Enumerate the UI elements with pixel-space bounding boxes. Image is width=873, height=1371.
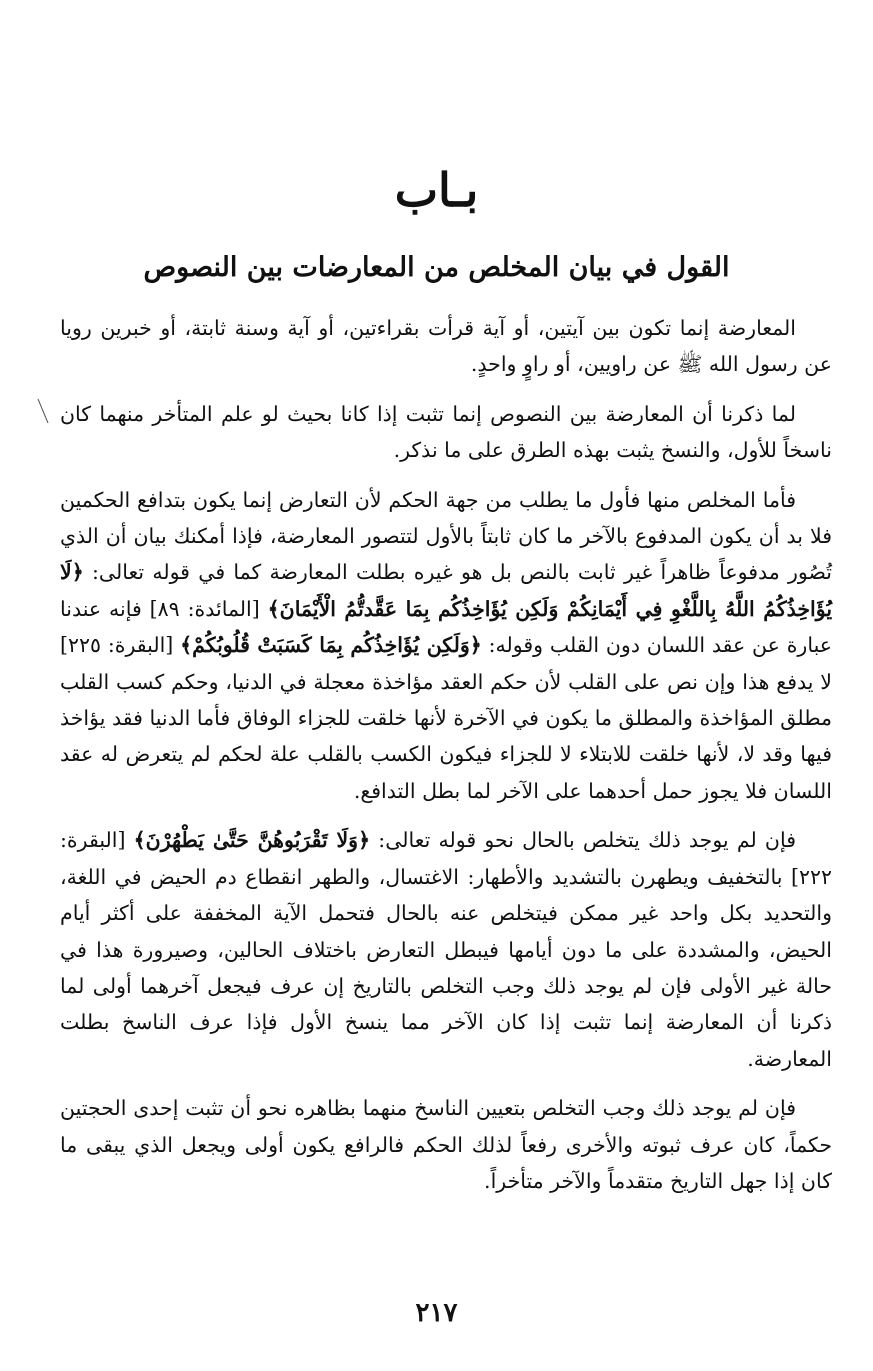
paragraph-4 bbox=[60, 822, 832, 1077]
paragraph-4-text-a: فإن لم يوجد ذلك يتخلص بالحال نحو قوله تعالى: bbox=[370, 828, 797, 853]
quran-verse-baqarah-225: ﴿وَلَكِن يُؤَاخِذُكُم بِمَا كَسَبَتْ قُلُوبُكُمْ﴾ bbox=[180, 633, 482, 658]
paragraph-3-text-a: فأما المخلص منها فأول ما يطلب من جهة الحكم لأن التعارض إنما يكون بتدافع الحكمين فلا بد أن يكون المدفوع بالآخر ما كان ثابتاً بالأول لتتصور المعارضة، فإذا أمكنك بيان أن الذي تُصُور مدفوعاً ظاهراً غير ثابت بالنص بل هو غيره بطلت المعارضة كما في قوله تعالى: bbox=[60, 487, 832, 585]
chapter-heading: بـاب bbox=[394, 163, 479, 217]
page-number: ٢١٧ bbox=[415, 1298, 458, 1328]
paragraph-1: المعارضة إنما تكون بين آيتين، أو آية قرأت بقراءتين، أو آية وسنة ثابتة، أو خبرين رويا عن رسول الله ﷺ عن راويين، أو راوٍ واحدٍ. bbox=[60, 316, 832, 377]
section-title: القول في بيان المخلص من المعارضات بين النصوص bbox=[143, 252, 730, 283]
margin-pencil-mark bbox=[36, 398, 50, 424]
paragraph-3-text-c: [البقرة: ٢٢٥] لا يدفع هذا وإن نص على القلب لأن حكم العقد مؤاخذة معجلة في الدنيا، وحكم كسب القلب مطلق المؤاخذة والمطلق ما يكون في الآخرة لأنها خلقت للجزاء الوفاق فأما الدنيا فقد يؤاخذ فيها وقد لا، لأنها خلقت للابتلاء لا للجزاء فيكون الكسب بالقلب علة لحكم لم يتعرض له عقد اللسان فلا يجوز حمل أحدهما على الآخر لما بطل التدافع. bbox=[60, 633, 832, 803]
paragraph-3 bbox=[60, 482, 832, 810]
quran-verse-maidah-89: ﴿لَا يُؤَاخِذُكُمُ اللَّهُ بِاللَّغْوِ فِي أَيْمَانِكُمْ وَلَكِن يُؤَاخِذُكُم بِمَا عَقَّدتُّمُ الْأَيْمَانَ﴾ bbox=[60, 560, 833, 621]
quran-verse-baqarah-222: ﴿وَلَا تَقْرَبُوهُنَّ حَتَّىٰ يَطْهُرْنَ﴾ bbox=[133, 828, 371, 853]
paragraph-2: لما ذكرنا أن المعارضة بين النصوص إنما تثبت إذا كانا بحيث لو علم المتأخر منهما كان ناسخاً للأول، والنسخ يثبت بهذه الطرق على ما نذكر. bbox=[60, 401, 832, 463]
paragraph-4-text-b: [البقرة: ٢٢٢] بالتخفيف ويطهرن بالتشديد والأطهار: الاغتسال، والطهر انقطاع دم الحيض في اللغة، والتحديد بكل واحد غير ممكن فيتخلص عنه بالحال فتحمل الآية المخففة على أكثر أيام الحيض، والمشددة على ما دون أيامها فيبطل التعارض باختلاف الحالين، وصيرورة هذا في حالة غير الأولى فإن لم يوجد ذلك وجب التخلص بالتاريخ إن عرف فيجعل آخرهما أولى لما ذكرنا أن المعارضة إنما تثبت إذا كان الآخر مما ينسخ الأول فإذا عرف الناسخ بطلت المعارضة. bbox=[60, 828, 832, 1071]
body-text bbox=[60, 310, 832, 1212]
paragraph-5: فإن لم يوجد ذلك وجب التخلص بتعيين الناسخ منهما بظاهره نحو أن تثبت إحدى الحجتين حكماً، كان عرف ثبوته والأخرى رفعاً لذلك الحكم فالرافع يكون أولى ويجعل الذي يبقى ما كان إذا جهل التاريخ متقدماً والآخر متأخراً. bbox=[60, 1096, 832, 1193]
paragraph-3-text-b: [المائدة: ٨٩] فإنه عندنا عبارة عن عقد اللسان دون القلب وقوله: bbox=[60, 596, 832, 658]
